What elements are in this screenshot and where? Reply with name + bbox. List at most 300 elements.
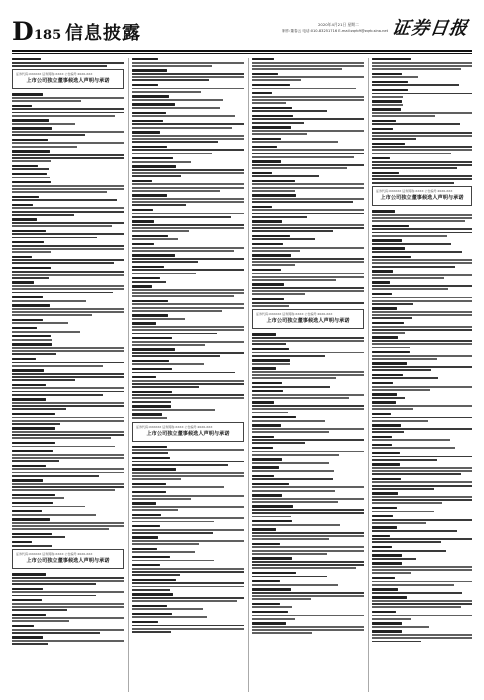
question-label	[252, 172, 272, 174]
question-label	[12, 541, 32, 543]
text-line	[252, 606, 292, 608]
text-line	[252, 68, 342, 70]
text-line	[372, 303, 413, 305]
question-label	[12, 494, 55, 496]
text-line	[372, 428, 472, 430]
text-paragraph	[252, 588, 364, 600]
text-line	[252, 273, 364, 275]
masthead-rule-thin	[12, 53, 472, 54]
column-divider	[248, 58, 249, 692]
text-line	[252, 133, 307, 135]
text-line	[12, 577, 124, 579]
text-line	[12, 347, 124, 349]
text-paragraph	[132, 209, 244, 218]
text-paragraph	[132, 165, 244, 177]
text-paragraph	[252, 107, 364, 113]
text-line	[252, 175, 319, 177]
text-line	[12, 188, 124, 190]
text-paragraph	[12, 398, 124, 410]
text-line	[12, 339, 52, 341]
text-line	[372, 214, 472, 216]
question-label	[132, 593, 173, 595]
text-paragraph	[132, 391, 244, 403]
text-line	[252, 567, 356, 569]
text-line	[372, 538, 472, 540]
text-paragraph	[12, 614, 124, 623]
text-line	[252, 261, 364, 263]
text-paragraph	[12, 173, 124, 179]
question-label	[372, 546, 392, 548]
question-label	[132, 69, 167, 71]
question-label	[12, 614, 46, 616]
text-paragraph	[372, 281, 472, 290]
text-paragraph	[372, 436, 472, 442]
question-label	[372, 424, 401, 426]
question-label	[12, 369, 44, 371]
text-paragraph	[132, 131, 244, 143]
text-line	[252, 363, 290, 365]
question-label	[132, 300, 168, 302]
text-paragraph	[372, 143, 472, 155]
text-line	[132, 543, 199, 545]
text-paragraph	[132, 194, 244, 206]
text-line	[372, 572, 411, 574]
text-line	[252, 76, 364, 78]
text-paragraph	[252, 146, 364, 158]
question-label	[12, 442, 55, 444]
text-paragraph	[372, 463, 472, 475]
text-line	[372, 615, 472, 617]
question-label	[132, 468, 176, 470]
text-line	[372, 511, 434, 513]
text-line	[12, 460, 59, 462]
text-line	[132, 506, 244, 508]
text-line	[132, 478, 181, 480]
question-label	[12, 218, 37, 220]
question-label	[372, 73, 402, 75]
announcement-code-line: 证券代码:XXXXXX 证券简称:XXXX 公告编号:2020-XXX	[136, 424, 213, 429]
text-line	[12, 376, 124, 378]
text-line	[252, 546, 364, 548]
text-line	[372, 220, 465, 222]
text-line	[132, 303, 244, 305]
question-label	[252, 92, 272, 94]
text-line	[252, 420, 325, 422]
text-paragraph	[252, 603, 364, 609]
text-line	[12, 112, 124, 114]
question-label	[252, 436, 274, 438]
text-line	[12, 545, 52, 547]
text-line	[12, 251, 51, 253]
text-line	[252, 371, 364, 373]
question-label	[372, 436, 392, 438]
text-line	[12, 314, 92, 316]
question-label	[132, 548, 157, 550]
question-label	[132, 368, 172, 370]
question-label	[132, 220, 154, 222]
announcement-code-line: 证券代码:XXXXXX 证券简称:XXXX 公告编号:2020-XXX	[16, 72, 93, 77]
text-line	[12, 583, 96, 585]
text-line	[372, 251, 462, 253]
text-paragraph	[252, 138, 364, 144]
text-line	[12, 62, 124, 64]
text-line	[12, 387, 124, 389]
text-paragraph	[12, 105, 124, 117]
text-line	[132, 115, 235, 117]
announcement-header	[132, 422, 244, 442]
question-label	[252, 283, 284, 285]
question-label	[12, 105, 32, 107]
question-label	[372, 374, 403, 376]
text-line	[12, 237, 97, 239]
text-line	[132, 582, 244, 584]
question-label	[252, 494, 282, 496]
text-line	[252, 615, 364, 617]
text-paragraph	[252, 359, 364, 365]
question-label	[132, 605, 167, 607]
text-paragraph	[252, 333, 364, 345]
text-paragraph	[132, 157, 244, 163]
text-line	[252, 408, 364, 410]
question-label	[372, 611, 396, 613]
question-label	[132, 235, 168, 237]
text-paragraph	[252, 436, 364, 445]
question-label	[132, 314, 168, 316]
column-divider	[368, 58, 369, 692]
question-label	[132, 564, 160, 566]
text-paragraph	[12, 479, 124, 491]
text-paragraph	[132, 491, 244, 500]
question-label	[12, 573, 46, 575]
question-label	[252, 115, 293, 117]
text-line	[12, 431, 124, 433]
text-line	[372, 164, 472, 166]
text-line	[12, 528, 109, 530]
column-2	[132, 58, 244, 692]
text-line	[12, 525, 124, 527]
text-paragraph	[252, 84, 364, 90]
text-line	[132, 383, 244, 385]
text-paragraph	[132, 593, 244, 602]
text-paragraph	[252, 367, 364, 379]
text-line	[252, 198, 364, 200]
question-label	[252, 194, 296, 196]
question-label	[372, 239, 402, 241]
question-label	[372, 336, 398, 338]
text-paragraph	[252, 126, 364, 135]
text-line	[12, 446, 115, 448]
text-line	[12, 259, 124, 261]
text-paragraph	[12, 465, 124, 477]
text-line	[12, 168, 49, 170]
text-line	[252, 167, 347, 169]
text-paragraph	[132, 483, 244, 489]
question-label	[132, 131, 160, 133]
text-line	[12, 233, 124, 235]
question-label	[12, 502, 53, 504]
announcement-title: 上市公司独立董事候选人声明与承诺	[26, 78, 110, 85]
text-line	[132, 79, 209, 81]
text-line	[132, 498, 191, 500]
text-line	[252, 99, 364, 101]
text-paragraph	[132, 613, 244, 619]
text-line	[252, 386, 330, 388]
text-line	[12, 454, 124, 456]
text-paragraph	[132, 368, 244, 374]
question-label	[372, 535, 390, 537]
text-paragraph	[132, 254, 244, 263]
text-line	[12, 97, 124, 99]
question-label	[12, 636, 43, 638]
text-line	[372, 277, 444, 279]
text-paragraph	[12, 181, 124, 193]
text-paragraph	[12, 230, 124, 239]
question-label	[252, 572, 296, 574]
text-line	[372, 235, 447, 237]
question-label	[132, 348, 175, 350]
section-name: 信息披露	[65, 23, 141, 44]
text-line	[372, 530, 457, 532]
text-line	[252, 118, 364, 120]
text-line	[252, 122, 304, 124]
text-line	[372, 581, 472, 583]
text-line	[132, 295, 234, 297]
text-line	[12, 617, 124, 619]
text-paragraph	[372, 108, 472, 117]
text-paragraph	[132, 243, 244, 252]
text-paragraph	[12, 450, 124, 462]
text-line	[132, 127, 232, 129]
text-paragraph	[132, 621, 244, 633]
text-paragraph	[252, 73, 364, 82]
text-paragraph	[252, 269, 364, 281]
text-paragraph	[132, 220, 244, 232]
text-line	[132, 183, 244, 185]
text-paragraph	[252, 401, 364, 413]
text-line	[252, 216, 307, 218]
text-line	[372, 138, 416, 140]
text-paragraph	[12, 93, 124, 102]
question-label	[252, 543, 280, 545]
question-label	[132, 112, 166, 114]
text-line	[12, 457, 124, 459]
text-line	[132, 344, 205, 346]
text-line	[252, 209, 364, 211]
question-label	[12, 335, 51, 337]
text-line	[12, 394, 103, 396]
question-label	[12, 319, 43, 321]
question-label	[372, 393, 397, 395]
announcement-title: 上市公司独立董事候选人声明与承诺	[266, 318, 350, 325]
text-line	[132, 238, 178, 240]
text-line	[372, 634, 472, 636]
question-label	[252, 528, 276, 530]
text-line	[12, 65, 107, 67]
text-paragraph	[12, 304, 124, 316]
text-paragraph	[252, 580, 364, 586]
text-paragraph	[12, 256, 124, 265]
text-line	[132, 187, 244, 189]
text-paragraph	[12, 533, 124, 539]
question-label	[252, 424, 281, 426]
question-label	[252, 333, 276, 335]
text-line	[132, 99, 223, 101]
text-line	[252, 439, 364, 441]
text-line	[372, 135, 472, 137]
text-line	[372, 386, 472, 388]
text-line	[12, 640, 124, 642]
text-line	[372, 470, 472, 472]
question-label	[12, 398, 46, 400]
text-paragraph	[372, 351, 472, 360]
question-label	[12, 196, 39, 198]
text-line	[12, 115, 115, 117]
text-line	[132, 449, 244, 451]
text-line	[252, 279, 336, 281]
question-label	[132, 483, 166, 485]
question-label	[372, 507, 397, 509]
text-line	[12, 580, 124, 582]
masthead-rule	[12, 50, 472, 52]
text-line	[132, 380, 244, 382]
question-label	[132, 514, 161, 516]
question-label	[372, 577, 395, 579]
text-line	[132, 486, 224, 488]
text-line	[372, 473, 461, 475]
text-line	[132, 224, 244, 226]
text-paragraph	[132, 360, 244, 366]
text-paragraph	[252, 505, 364, 517]
text-line	[132, 65, 212, 67]
text-line	[372, 502, 442, 504]
question-label	[252, 269, 281, 271]
question-label	[372, 562, 402, 564]
text-line	[252, 535, 364, 537]
question-label	[132, 209, 153, 211]
text-line	[12, 620, 69, 622]
text-line	[132, 401, 171, 403]
text-line	[12, 629, 124, 631]
text-paragraph	[132, 285, 244, 297]
page-number: 185	[34, 28, 62, 43]
text-line	[372, 326, 472, 328]
text-line	[372, 569, 472, 571]
text-line	[252, 190, 295, 192]
text-paragraph	[132, 502, 244, 511]
text-line	[372, 300, 472, 302]
text-line	[132, 540, 244, 542]
text-paragraph	[132, 84, 244, 93]
text-line	[372, 637, 472, 639]
text-paragraph	[252, 483, 364, 492]
text-paragraph	[252, 528, 364, 540]
question-label	[252, 146, 277, 148]
text-paragraph	[132, 300, 244, 312]
text-line	[372, 96, 403, 98]
text-line	[132, 461, 244, 463]
text-paragraph	[132, 180, 244, 192]
text-paragraph	[132, 413, 244, 419]
text-paragraph	[252, 557, 364, 569]
question-label	[132, 322, 156, 324]
text-line	[252, 110, 327, 112]
text-paragraph	[132, 514, 244, 523]
text-line	[12, 285, 124, 287]
text-line	[132, 138, 244, 140]
question-label	[252, 180, 295, 182]
text-paragraph	[132, 457, 244, 466]
text-paragraph	[132, 266, 244, 275]
question-label	[252, 107, 292, 109]
text-line	[12, 522, 124, 524]
text-line	[252, 470, 334, 472]
question-label	[12, 518, 50, 520]
text-paragraph	[372, 401, 472, 410]
text-paragraph	[12, 335, 124, 341]
text-line	[372, 369, 431, 371]
question-label	[132, 360, 169, 362]
text-line	[372, 266, 455, 268]
column-divider	[128, 58, 129, 692]
text-paragraph	[372, 554, 472, 560]
text-line	[132, 372, 235, 374]
text-paragraph	[252, 243, 364, 252]
question-label	[372, 630, 402, 632]
text-paragraph	[372, 322, 472, 334]
text-line	[372, 485, 472, 487]
text-paragraph	[12, 150, 124, 162]
text-line	[12, 632, 100, 634]
text-paragraph	[372, 247, 472, 253]
announcement-title: 上市公司独立董事候选人声明与承诺	[146, 430, 230, 437]
text-line	[372, 618, 411, 620]
text-line	[132, 175, 181, 177]
text-line	[132, 153, 212, 155]
question-label	[372, 58, 411, 60]
text-line	[132, 135, 244, 137]
text-paragraph	[372, 73, 472, 79]
question-label	[252, 622, 286, 624]
text-line	[372, 431, 404, 433]
text-line	[132, 62, 244, 64]
question-label	[12, 281, 34, 283]
text-line	[252, 230, 333, 232]
text-line	[12, 308, 124, 310]
text-paragraph	[12, 196, 124, 202]
question-label	[132, 491, 166, 493]
text-line	[12, 288, 124, 290]
question-label	[12, 510, 42, 512]
text-line	[12, 134, 85, 136]
text-line	[132, 560, 214, 562]
text-line	[372, 481, 472, 483]
question-label	[12, 267, 51, 269]
text-line	[252, 478, 333, 480]
question-label	[12, 150, 50, 152]
question-label	[252, 603, 280, 605]
text-line	[372, 499, 472, 501]
question-label	[252, 84, 290, 86]
text-line	[132, 273, 196, 275]
text-line	[132, 386, 199, 388]
text-line	[12, 277, 49, 279]
question-label	[12, 413, 55, 415]
text-line	[132, 464, 228, 466]
text-line	[372, 314, 472, 316]
text-line	[132, 230, 189, 232]
text-line	[372, 297, 472, 299]
text-line	[372, 149, 472, 151]
